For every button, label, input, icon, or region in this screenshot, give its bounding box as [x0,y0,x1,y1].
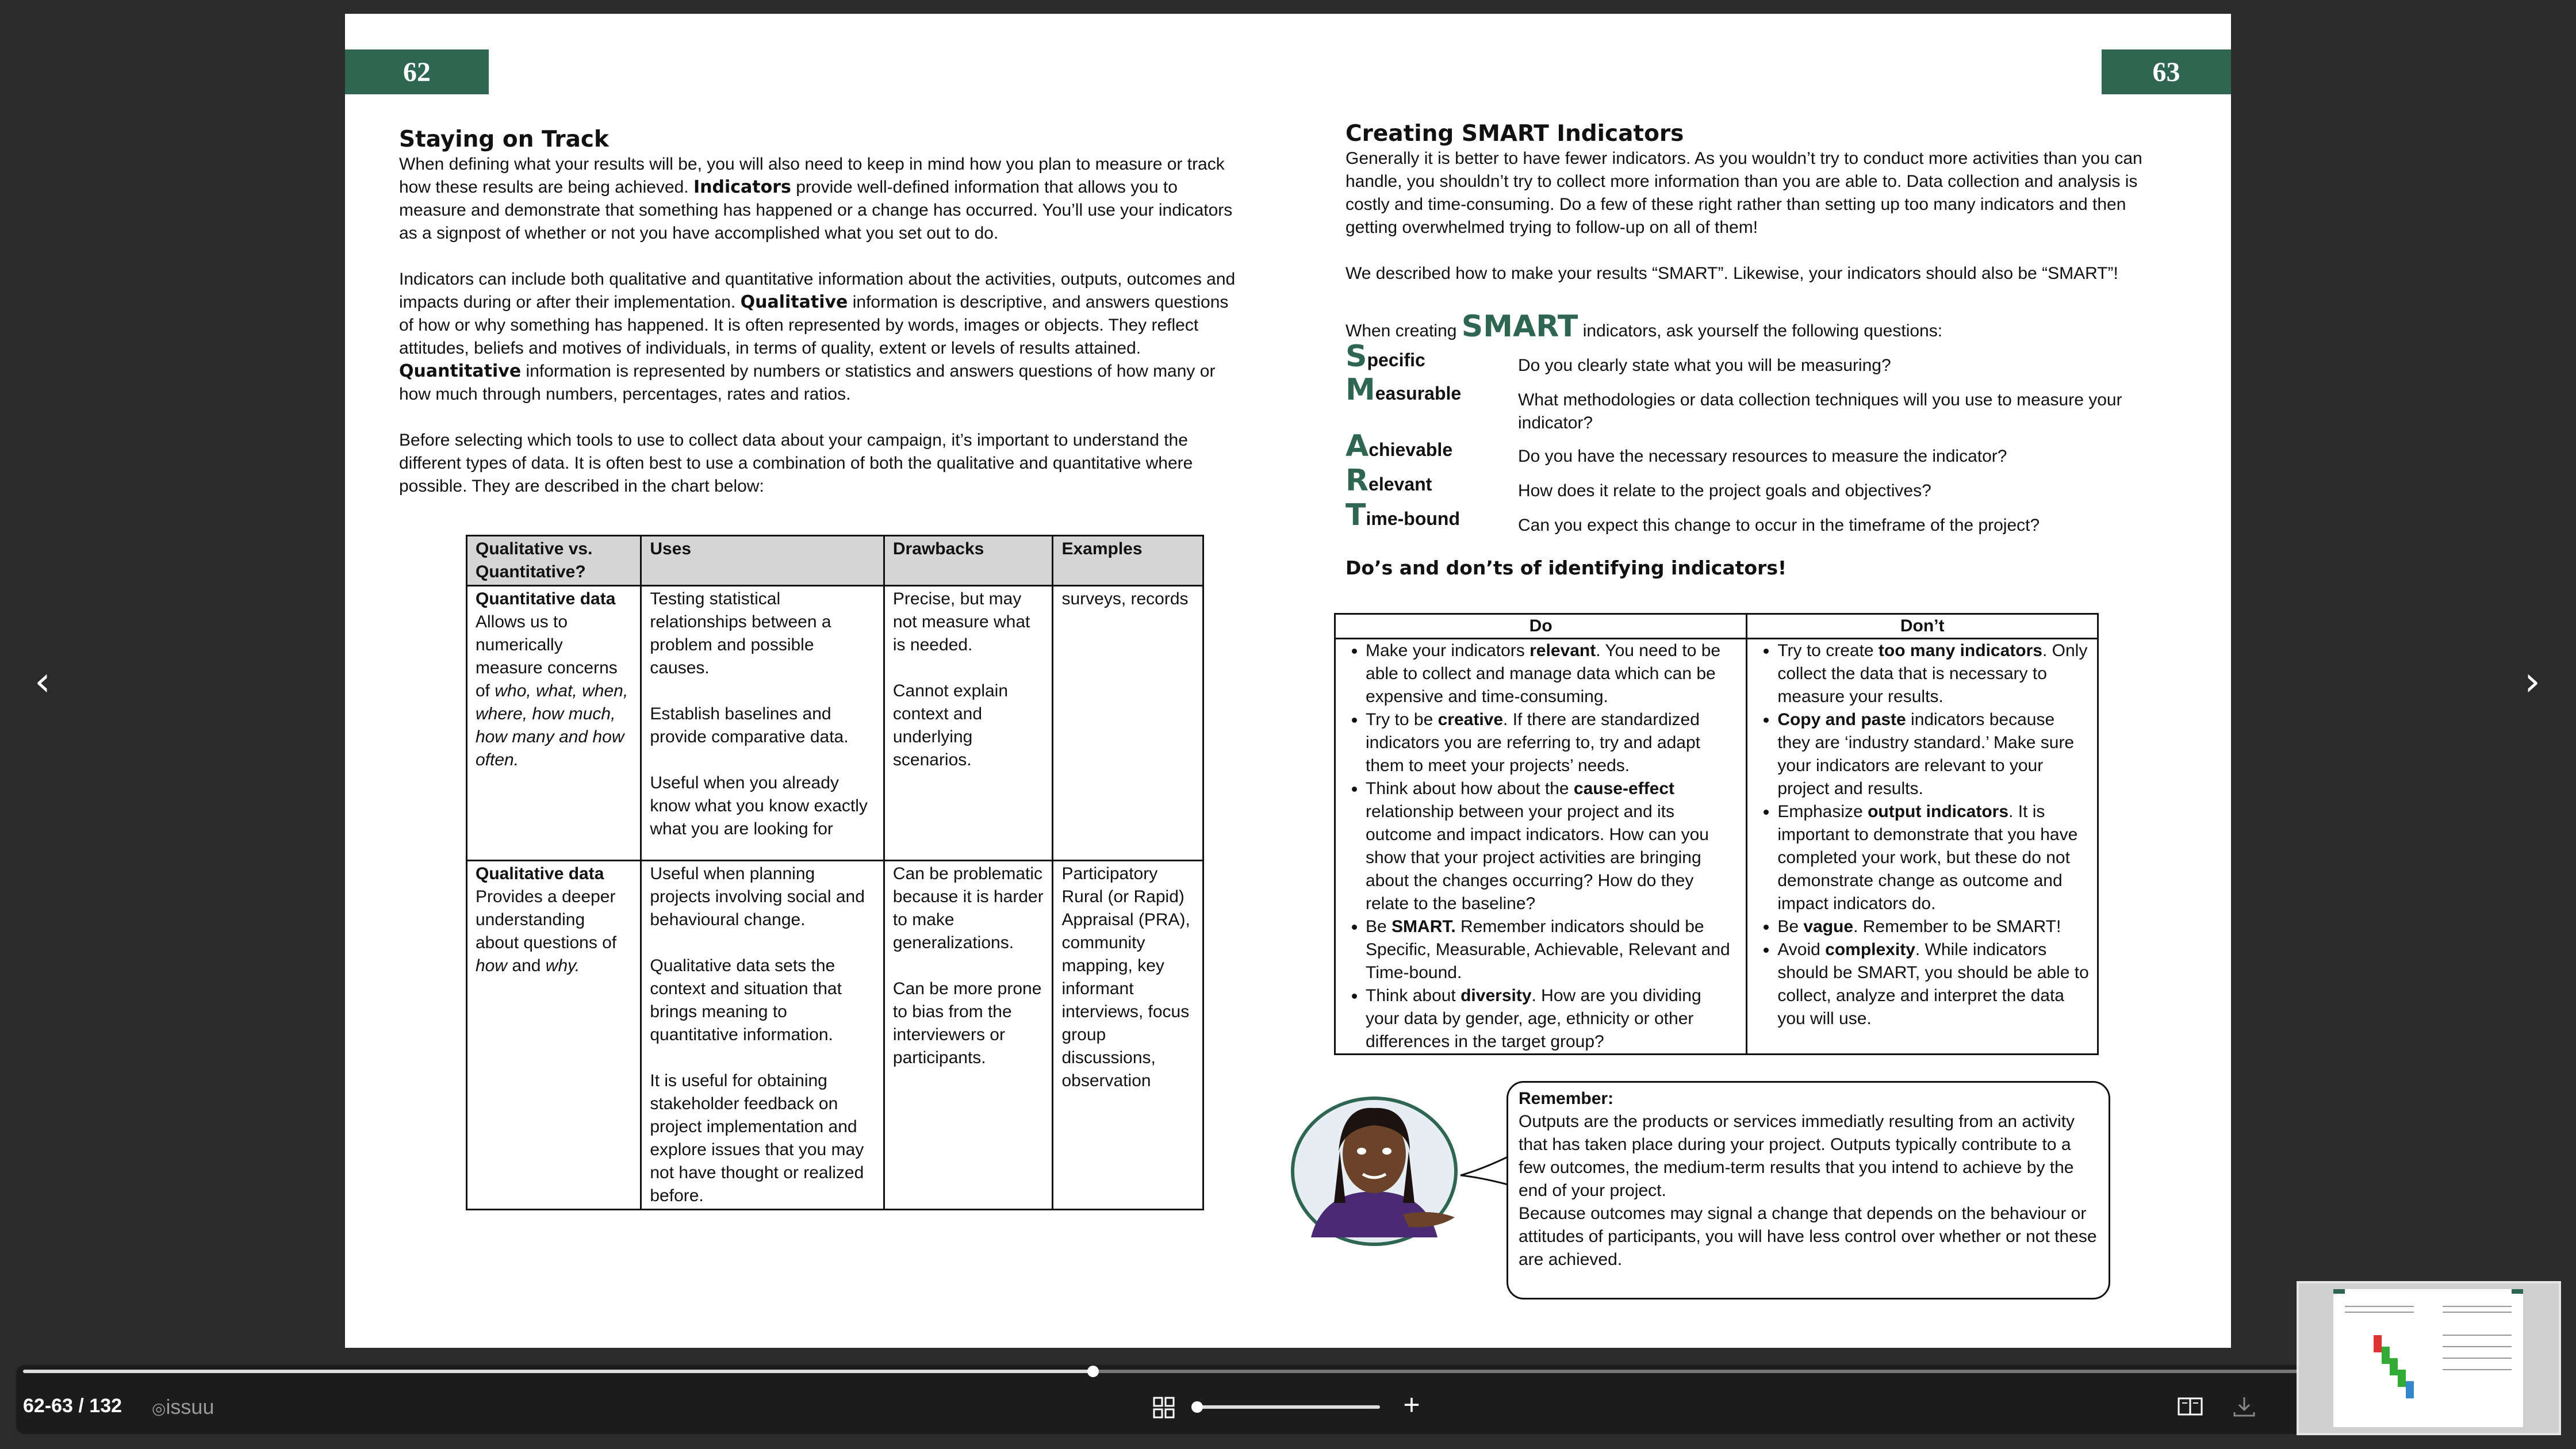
smart-question: Do you clearly state what you will be measuring? [1518,356,1891,375]
table-cell: Precise, but may not measure what is needed. Cannot explain context and underlying scenarios. [884,586,1053,861]
list-item: • Avoid complexity. While indicators should be SMART, you should be able to collect, analyze and interpret the data you will use. [1777,938,2089,1030]
next-page-button[interactable] [2515,658,2550,705]
right-text [1346,121,2162,308]
table-cell: Quantitative data Allows us to numerically measure concerns of who, what, when, where, how much, how many and how often. [467,586,641,861]
dos-donts-title: Do’s and don’ts of identifying indicators! [1346,557,1787,579]
table-header: Qualitative vs. Quantitative? [467,536,641,586]
chevron-left-icon: ‹ [34,658,51,705]
table-cell: Can be problematic because it is harder to make generalizations. Can be more prone to bias from the interviewers or participants. [884,861,1053,1210]
section-title: Creating SMART Indicators [1346,121,1684,147]
list-item: • Think about diversity. How are you dividing your data by gender, age, ethnicity or other differences in the target group? [1366,984,1738,1053]
page-number: 63 [2152,56,2180,87]
table-cell: Participatory Rural (or Rapid) Appraisal (PRA), community mapping, key informant interviews, focus group discussions, observation [1053,861,1203,1210]
page-thumbnail-preview[interactable] [2297,1281,2561,1435]
left-text [399,126,1239,521]
dont-cell [1747,639,2098,1055]
smart-term-achievable: Achievable [1346,429,1453,463]
thumbnail-image [2299,1283,2559,1433]
table-cell: Qualitative data Provides a deeper understanding about questions of how and why. [467,861,641,1210]
list-item: • Copy and paste indicators because they are ‘industry standard.’ Make sure your indicators are relevant to your project and results. [1777,708,2089,800]
zoom-in-button[interactable] [1397,1390,1426,1419]
grid-view-button[interactable] [1152,1396,1175,1419]
table-header: Don’t [1747,614,2098,639]
page-indicator: 62-63 / 132 [23,1395,122,1417]
zoom-slider[interactable] [1196,1405,1380,1409]
smart-term-specific: Specific [1346,339,1425,374]
issuu-logo-icon: ◎ [152,1400,166,1417]
smart-term-time-bound: Time-bound [1346,498,1460,532]
download-button[interactable] [2231,1395,2257,1418]
paragraph: When defining what your results will be, you will also need to keep in mind how you plan to measure or track how these results are being achieved. Indicators provide well-defined information that allows you to measure and demonstrate that something has happened or a change has occurred. You’ll use your indicators as a signpost of whether or not you have accomplished what you set out to do. [399,155,1233,243]
table-row [467,861,1203,1210]
table-header-row [1335,614,2098,639]
table-header: Drawbacks [884,536,1053,586]
callout-text: Because outcomes may signal a change that depends on the behaviour or attitudes of participants, you will have less control over whether or not these are achieved. [1519,1204,2097,1269]
remember-callout [1506,1081,2110,1300]
do-cell [1335,639,1747,1055]
table-header: Examples [1053,536,1203,586]
table-row [467,586,1203,861]
table-cell: Testing statistical relationships between a problem and possible causes. Establish baselines and provide comparative data. Useful when you already know what you know exactly what you are looking for [641,586,884,861]
chevron-right-icon: › [2524,658,2540,705]
speech-bubble-tail [1458,1152,1510,1187]
brand-logo: ◎issuu [152,1395,214,1419]
list-item: • Be SMART. Remember indicators should be Specific, Measurable, Achievable, Relevant and Time-bound. [1366,915,1738,984]
right-page [1288,14,2231,1348]
paragraph: Before selecting which tools to use to collect data about your campaign, it’s important to understand the different types of data. It is often best to use a combination of both the qualitative and quantitative where possible. They are described in the chart below: [399,431,1193,496]
list-item: • Think about how about the cause-effect relationship between your project and its outcome and impact indicators. How can you show that your project activities are bringing about the changes occurring? How do they relate to the baseline? [1366,777,1738,915]
dos-donts-table [1334,613,2099,1055]
plus-icon: + [1403,1389,1420,1421]
zoom-handle[interactable] [1191,1401,1203,1413]
reader-mode-button[interactable] [2177,1395,2203,1418]
smart-question: Can you expect this change to occur in the timeframe of the project? [1518,516,2040,535]
page-number-badge [2102,49,2231,94]
callout-title: Remember: [1519,1089,1614,1108]
smart-question: What methodologies or data collection techniques will you use to measure your indicator? [1518,390,2122,432]
paragraph: We described how to make your results “SMART”. Likewise, your indicators should also be “SMART”! [1346,264,2118,283]
table-cell: surveys, records [1053,586,1203,861]
callout-text: Outputs are the products or services immediatly resulting from an activity that has taken place during your project. Outputs typically contribute to a few outcomes, the medium-term results that you intend to achieve by the end of your project. [1519,1112,2075,1200]
list-item: • Try to create too many indicators. Only collect the data that is necessary to measure your results. [1777,639,2089,708]
table-header: Do [1335,614,1747,639]
section-title: Staying on Track [399,126,609,152]
page-progress-bar[interactable] [23,1370,2300,1373]
page-number: 62 [403,56,431,87]
page-number-badge [345,49,489,94]
smart-question: How does it relate to the project goals and objectives? [1518,481,1931,500]
smart-intro: When creating SMART indicators, ask yourself the following questions: [1346,309,1943,344]
smart-question: Do you have the necessary resources to measure the indicator? [1518,447,2007,466]
table-header-row [467,536,1203,586]
table-cell: Useful when planning projects involving social and behavioural change. Qualitative data sets the context and situation that brings meaning to quantitative information. It is useful for obtaining stakeholder feedback on project implementation and explore issues that you may not have thought or realized before. [641,861,884,1210]
table-row [1335,639,2098,1055]
list-item: • Emphasize output indicators. It is important to demonstrate that you have completed your work, but these do not demonstrate change as outcome and impact indicators do. [1777,800,2089,915]
smart-term-relevant: Relevant [1346,463,1432,498]
list-item: • Make your indicators relevant. You need to be able to collect and manage data which can be expensive and time-consuming. [1366,639,1738,708]
previous-page-button[interactable] [25,658,60,705]
smart-term-measurable: Measurable [1346,373,1462,407]
paragraph: Generally it is better to have fewer indicators. As you wouldn’t try to conduct more activities than you can handle, you shouldn’t try to collect more information than you are able to. Data collection and analysis is costly and time-consuming. Do a few of these right rather than setting up too many indicators and then getting overwhelmed trying to follow-up on all of them! [1346,149,2142,237]
qual-quant-table [466,535,1204,1210]
character-illustration [1288,1094,1460,1249]
paragraph: Indicators can include both qualitative and quantitative information about the activities, outputs, outcomes and impacts during or after their implementation. Qualitative information is descriptive, and answers questions of how or why something has happened. It is often represented by words, images or objects. They reflect attitudes, beliefs and motives of individuals, in terms of quality, extent or levels of results attained. Quantitative information is represented by numbers or statistics and answers questions of how many or how much through numbers, percentages, rates and ratios. [399,270,1236,404]
list-item: • Try to be creative. If there are standardized indicators you are referring to, try and adapt them to meet your projects’ needs. [1366,708,1738,777]
list-item: • Be vague. Remember to be SMART! [1777,915,2089,938]
left-page [345,14,1288,1348]
table-header: Uses [641,536,884,586]
